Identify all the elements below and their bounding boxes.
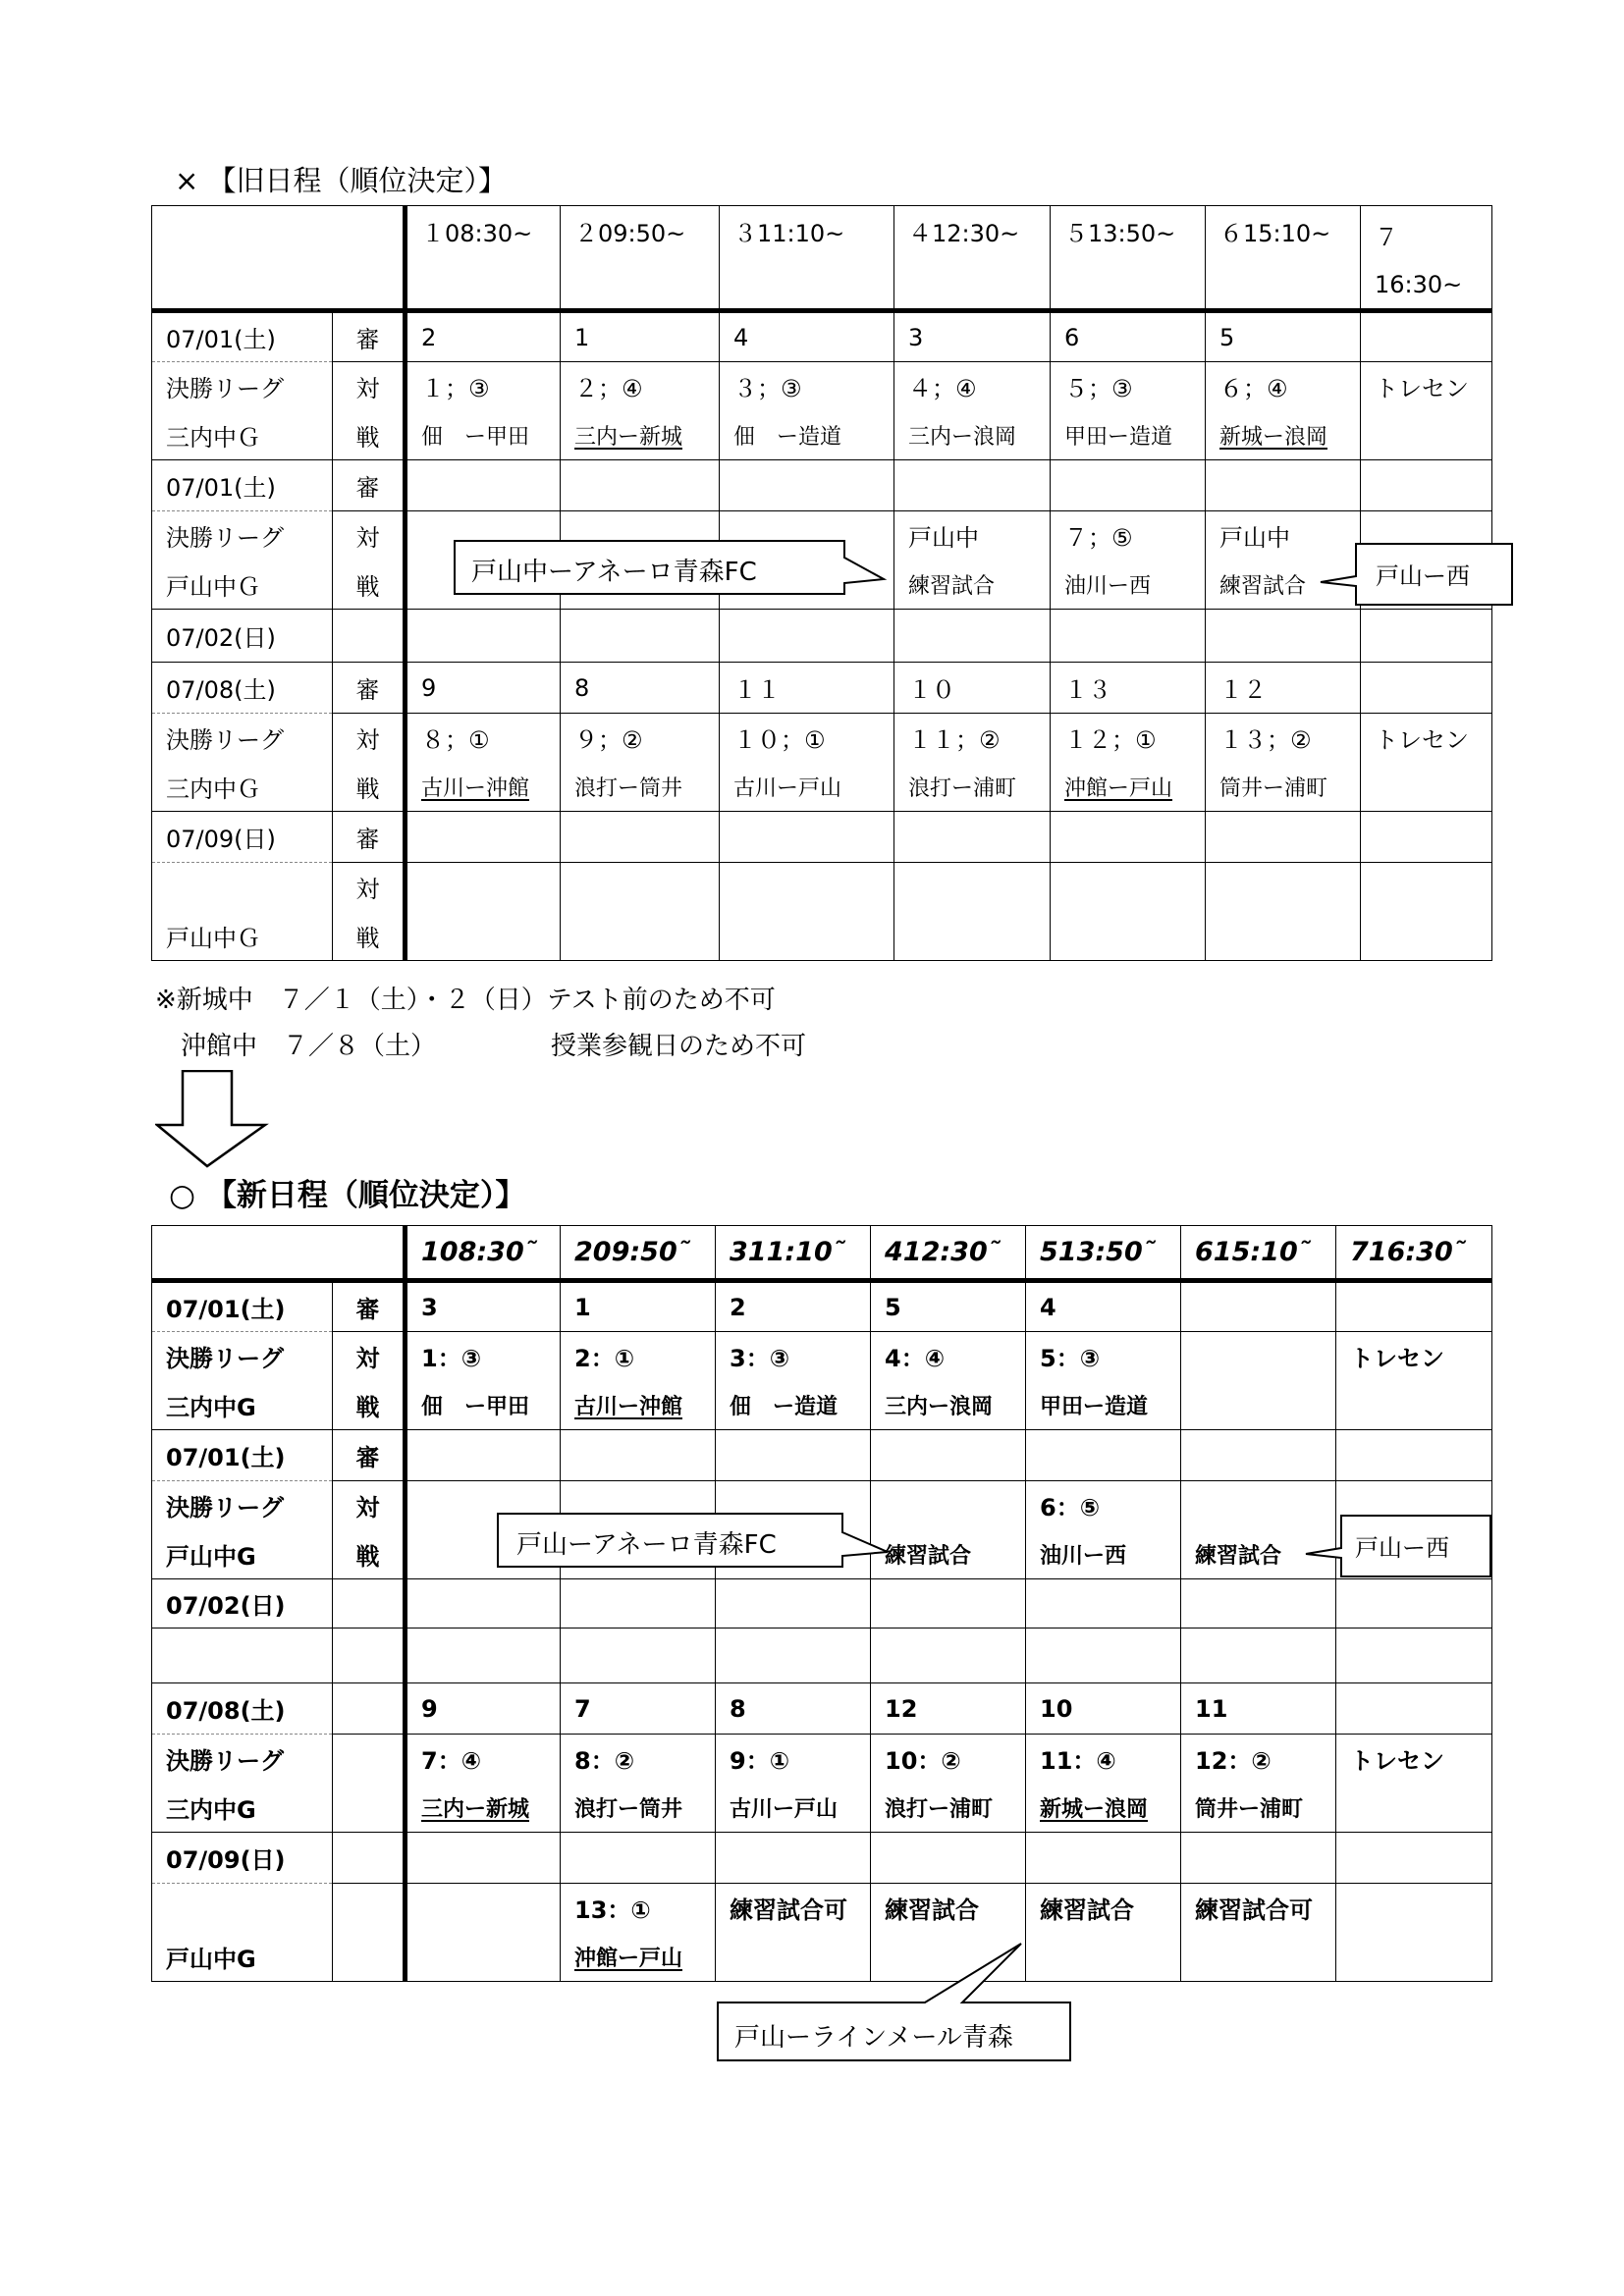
empty-cell [1181,1579,1336,1629]
ref-cell [1181,1430,1336,1481]
date-cell: 07/01(土) [152,1281,333,1332]
match-cell: １３；② [1206,714,1361,763]
ref-cell [894,460,1051,511]
ref-cell [720,460,894,511]
teams-cell: 三内ー新城 [561,411,720,460]
ref-cell [716,1430,871,1481]
ref-label [333,1579,406,1629]
match-label: 対 [333,1332,406,1381]
teams-cell: 新城ー浪岡 [1206,411,1361,460]
match-cell: 7：④ [406,1735,561,1784]
ref-cell [561,1833,716,1884]
date-cell: 07/08(土) [152,1683,333,1735]
match-label: 対 [333,863,406,912]
league-cell: 決勝リーグ [152,362,333,411]
ref-cell: １３ [1051,663,1206,714]
venue-cell: 戸山中Ｇ [152,561,333,610]
league-cell [152,1884,333,1933]
note-line-2: 沖館中 ７／８（土） 授業参観日のため不可 [155,1032,807,1061]
match-cell: 9：① [716,1735,871,1784]
empty-cell [871,1579,1026,1629]
league-cell [152,863,333,912]
down-arrow-icon [155,1070,273,1168]
league-cell: 決勝リーグ [152,1332,333,1381]
match-cell: ２；④ [561,362,720,411]
ref-cell: 2 [716,1281,871,1332]
match-cell: トレセン [1336,1332,1492,1381]
match-cell: 10：② [871,1735,1026,1784]
match-cell: 2：① [561,1332,716,1381]
header-corner [152,1226,406,1281]
slot-header: ３11:10~ [720,206,894,311]
match-cell: ５；③ [1051,362,1206,411]
slot-header: 108:30˜ [406,1226,561,1281]
match-cell: 5：③ [1026,1332,1181,1381]
ref-cell [1051,460,1206,511]
empty-cell [716,1629,871,1683]
empty-cell [871,1629,1026,1683]
match-cell [406,1884,561,1933]
empty-cell [1336,1579,1492,1629]
teams-cell: 練習試合 [1206,561,1361,610]
teams-cell [1361,411,1492,460]
match-cell [1051,863,1206,912]
empty-cell [152,1629,333,1683]
ref-cell [1336,1833,1492,1884]
date-cell: 07/02(日) [152,1579,333,1629]
ref-label [333,1833,406,1884]
teams-cell [406,1933,561,1982]
match-cell [1206,863,1361,912]
empty-cell [1361,610,1492,663]
teams-cell: 新城ー浪岡 [1026,1784,1181,1833]
match-cell: 戸山中 [1206,511,1361,561]
slot-header: 513:50˜ [1026,1226,1181,1281]
new-schedule-table [151,1225,1492,1982]
teams-cell: 筒井ー浦町 [1181,1784,1336,1833]
slot-header: 412:30˜ [871,1226,1026,1281]
teams-cell [1181,1933,1336,1982]
teams-cell: 練習試合 [871,1530,1026,1579]
ref-label: 審 [333,460,406,511]
venue-cell: 戸山中Ｇ [152,912,333,961]
ref-cell: 11 [1181,1683,1336,1735]
venue-cell: 三内中G [152,1381,333,1430]
ref-cell: 12 [871,1683,1026,1735]
ref-cell: 2 [406,311,561,362]
teams-cell [1336,1933,1492,1982]
teams-cell [894,912,1051,961]
empty-cell [1026,1579,1181,1629]
ref-cell [406,1430,561,1481]
match-cell: １；③ [406,362,561,411]
match-cell [871,1481,1026,1530]
match-cell: １０；① [720,714,894,763]
match-cell: ７；⑤ [1051,511,1206,561]
ref-cell [561,812,720,863]
match-cell: 練習試合可 [716,1884,871,1933]
callout-text: 戸山ー西 [1376,562,1470,590]
new-callout-nishi [1306,1515,1502,1579]
old-callout-nishi [1321,543,1517,608]
ref-cell [561,460,720,511]
match-cell: 練習試合可 [1181,1884,1336,1933]
header-corner [152,206,406,311]
match-label: 対 [333,714,406,763]
match-cell: 3：③ [716,1332,871,1381]
ref-label: 審 [333,663,406,714]
callout-text: 戸山ー西 [1355,1534,1449,1562]
ref-cell: 3 [406,1281,561,1332]
teams-cell: 古川ー戸山 [716,1784,871,1833]
callout-text: 戸山ーアネーロ青森FC [516,1530,777,1560]
new-schedule-title: ○ 【新日程（順位決定）】 [169,1178,526,1213]
ref-cell [871,1430,1026,1481]
teams-cell: 甲田ー造道 [1026,1381,1181,1430]
date-cell: 07/09(日) [152,812,333,863]
slot-header: 209:50˜ [561,1226,716,1281]
league-cell: 決勝リーグ [152,511,333,561]
match-label: 戦 [333,912,406,961]
match-cell: 11：④ [1026,1735,1181,1784]
empty-cell [1026,1629,1181,1683]
match-cell: 4：④ [871,1332,1026,1381]
ref-cell: 1 [561,1281,716,1332]
match-cell [720,863,894,912]
ref-cell [406,1833,561,1884]
empty-cell [561,1579,716,1629]
ref-cell: １１ [720,663,894,714]
ref-cell [1181,1281,1336,1332]
ref-cell: １２ [1206,663,1361,714]
new-callout-linemail [717,1942,1076,2063]
date-cell: 07/01(土) [152,311,333,362]
empty-cell [406,610,561,663]
ref-cell: 5 [1206,311,1361,362]
note-line-1: ※新城中 ７／１（土）・２（日）テスト前のため不可 [155,986,776,1015]
date-cell: 07/01(土) [152,460,333,511]
match-label [333,1884,406,1933]
match-cell: ６；④ [1206,362,1361,411]
teams-cell [561,912,720,961]
ref-cell [1336,1281,1492,1332]
venue-cell: 三内中Ｇ [152,411,333,460]
date-cell: 07/01(土) [152,1430,333,1481]
empty-cell [406,1579,561,1629]
ref-cell [1206,812,1361,863]
teams-cell [1181,1381,1336,1430]
teams-cell: 油川ー西 [1026,1530,1181,1579]
ref-label [333,1683,406,1735]
empty-cell [1181,1629,1336,1683]
teams-cell: 佃 ー甲田 [406,411,561,460]
teams-cell: 三内ー新城 [406,1784,561,1833]
teams-cell [406,912,561,961]
teams-cell: 練習試合 [894,561,1051,610]
empty-cell [1206,610,1361,663]
old-schedule-title: × 【旧日程（順位決定）】 [175,164,508,197]
match-cell: 戸山中 [894,511,1051,561]
callout-text: 戸山中ーアネーロ青森FC [471,558,757,587]
teams-cell [1206,912,1361,961]
empty-cell [1336,1629,1492,1683]
empty-cell [561,610,720,663]
teams-cell: 佃 ー造道 [720,411,894,460]
new-callout-anero [497,1513,890,1568]
match-cell: トレセン [1336,1735,1492,1784]
ref-label: 審 [333,812,406,863]
ref-cell [716,1833,871,1884]
teams-cell: 浪打ー筒井 [561,1784,716,1833]
empty-cell [406,1629,561,1683]
date-cell: 07/09(日) [152,1833,333,1884]
match-label [333,1933,406,1982]
ref-cell: 8 [716,1683,871,1735]
teams-cell [1336,1784,1492,1833]
teams-cell: 浪打ー筒井 [561,763,720,812]
slot-header: ２09:50~ [561,206,720,311]
venue-cell: 三内中Ｇ [152,763,333,812]
match-label: 対 [333,511,406,561]
teams-cell: 油川ー西 [1051,561,1206,610]
empty-cell [333,1629,406,1683]
match-cell: １１；② [894,714,1051,763]
ref-cell: 9 [406,663,561,714]
match-cell: 6：⑤ [1026,1481,1181,1530]
slot-header: １08:30~ [406,206,561,311]
teams-cell: 古川ー戸山 [720,763,894,812]
match-cell: ９；② [561,714,720,763]
match-label: 戦 [333,763,406,812]
teams-cell: 佃 ー甲田 [406,1381,561,1430]
league-cell: 決勝リーグ [152,714,333,763]
ref-cell [1206,460,1361,511]
date-cell: 07/02(日) [152,610,333,663]
ref-label [333,610,406,663]
date-cell: 07/08(土) [152,663,333,714]
ref-cell: 7 [561,1683,716,1735]
match-label: 戦 [333,561,406,610]
ref-label: 審 [333,1430,406,1481]
match-label: 戦 [333,411,406,460]
ref-cell [871,1833,1026,1884]
match-cell: ３；③ [720,362,894,411]
ref-label: 審 [333,1281,406,1332]
match-cell: トレセン [1361,714,1492,763]
teams-cell [1051,912,1206,961]
ref-cell [561,1430,716,1481]
match-cell: 8：② [561,1735,716,1784]
teams-cell: 沖館ー戸山 [561,1933,716,1982]
empty-cell [894,610,1051,663]
match-cell [1336,1884,1492,1933]
match-cell: 1：③ [406,1332,561,1381]
ref-cell [406,460,561,511]
empty-cell [720,610,894,663]
venue-cell: 戸山中G [152,1530,333,1579]
ref-cell [1361,663,1492,714]
match-cell: ８；① [406,714,561,763]
match-label: 対 [333,1481,406,1530]
teams-cell: 佃 ー造道 [716,1381,871,1430]
slot-header: ６15:10~ [1206,206,1361,311]
slot-header: 716:30˜ [1336,1226,1492,1281]
match-cell: 練習試合 [871,1884,1026,1933]
old-callout-anero [454,540,886,595]
match-cell: トレセン [1361,362,1492,411]
match-cell: 練習試合 [1026,1884,1181,1933]
empty-cell [716,1579,871,1629]
ref-cell [1361,812,1492,863]
match-cell [561,863,720,912]
slot-header: ４12:30~ [894,206,1051,311]
empty-cell [1051,610,1206,663]
ref-cell [406,812,561,863]
teams-cell: 三内ー浪岡 [894,411,1051,460]
teams-cell: 練習試合 [1181,1530,1336,1579]
ref-cell: 5 [871,1281,1026,1332]
ref-cell: 9 [406,1683,561,1735]
match-label [333,1735,406,1784]
match-label: 戦 [333,1381,406,1430]
teams-cell: 浪打ー浦町 [871,1784,1026,1833]
ref-label: 審 [333,311,406,362]
ref-cell [1026,1833,1181,1884]
teams-cell: 古川ー沖館 [406,763,561,812]
teams-cell: 筒井ー浦町 [1206,763,1361,812]
ref-cell: 1 [561,311,720,362]
league-cell: 決勝リーグ [152,1481,333,1530]
ref-cell: 8 [561,663,720,714]
ref-cell [1361,311,1492,362]
match-label: 対 [333,362,406,411]
slot-header: 311:10˜ [716,1226,871,1281]
match-cell [406,863,561,912]
slot-header: 615:10˜ [1181,1226,1336,1281]
match-cell: ４；④ [894,362,1051,411]
teams-cell [1336,1381,1492,1430]
ref-cell [894,812,1051,863]
teams-cell: 古川ー沖館 [561,1381,716,1430]
ref-cell: 6 [1051,311,1206,362]
teams-cell: 甲田ー造道 [1051,411,1206,460]
ref-cell [720,812,894,863]
match-cell: １２；① [1051,714,1206,763]
ref-cell: 3 [894,311,1051,362]
match-label: 戦 [333,1530,406,1579]
ref-cell [1051,812,1206,863]
match-label [333,1784,406,1833]
teams-cell [1361,912,1492,961]
match-cell: 13：① [561,1884,716,1933]
teams-cell: 沖館ー戸山 [1051,763,1206,812]
empty-cell [561,1629,716,1683]
teams-cell: 浪打ー浦町 [894,763,1051,812]
teams-cell [720,912,894,961]
league-cell: 決勝リーグ [152,1735,333,1784]
match-cell [1361,863,1492,912]
match-cell: 12：② [1181,1735,1336,1784]
callout-text: 戸山ーラインメール青森 [734,2023,1013,2053]
ref-cell [1181,1833,1336,1884]
ref-cell: １０ [894,663,1051,714]
ref-cell [1026,1430,1181,1481]
venue-cell: 三内中G [152,1784,333,1833]
ref-cell: 10 [1026,1683,1181,1735]
match-cell [1181,1332,1336,1381]
slot-header: ７ 16:30~ [1361,206,1492,311]
ref-cell [1336,1430,1492,1481]
match-cell [894,863,1051,912]
ref-cell: 4 [720,311,894,362]
venue-cell: 戸山中G [152,1933,333,1982]
ref-cell: 4 [1026,1281,1181,1332]
slot-header: ５13:50~ [1051,206,1206,311]
teams-cell [1361,763,1492,812]
teams-cell: 三内ー浪岡 [871,1381,1026,1430]
ref-cell [1361,460,1492,511]
ref-cell [1336,1683,1492,1735]
